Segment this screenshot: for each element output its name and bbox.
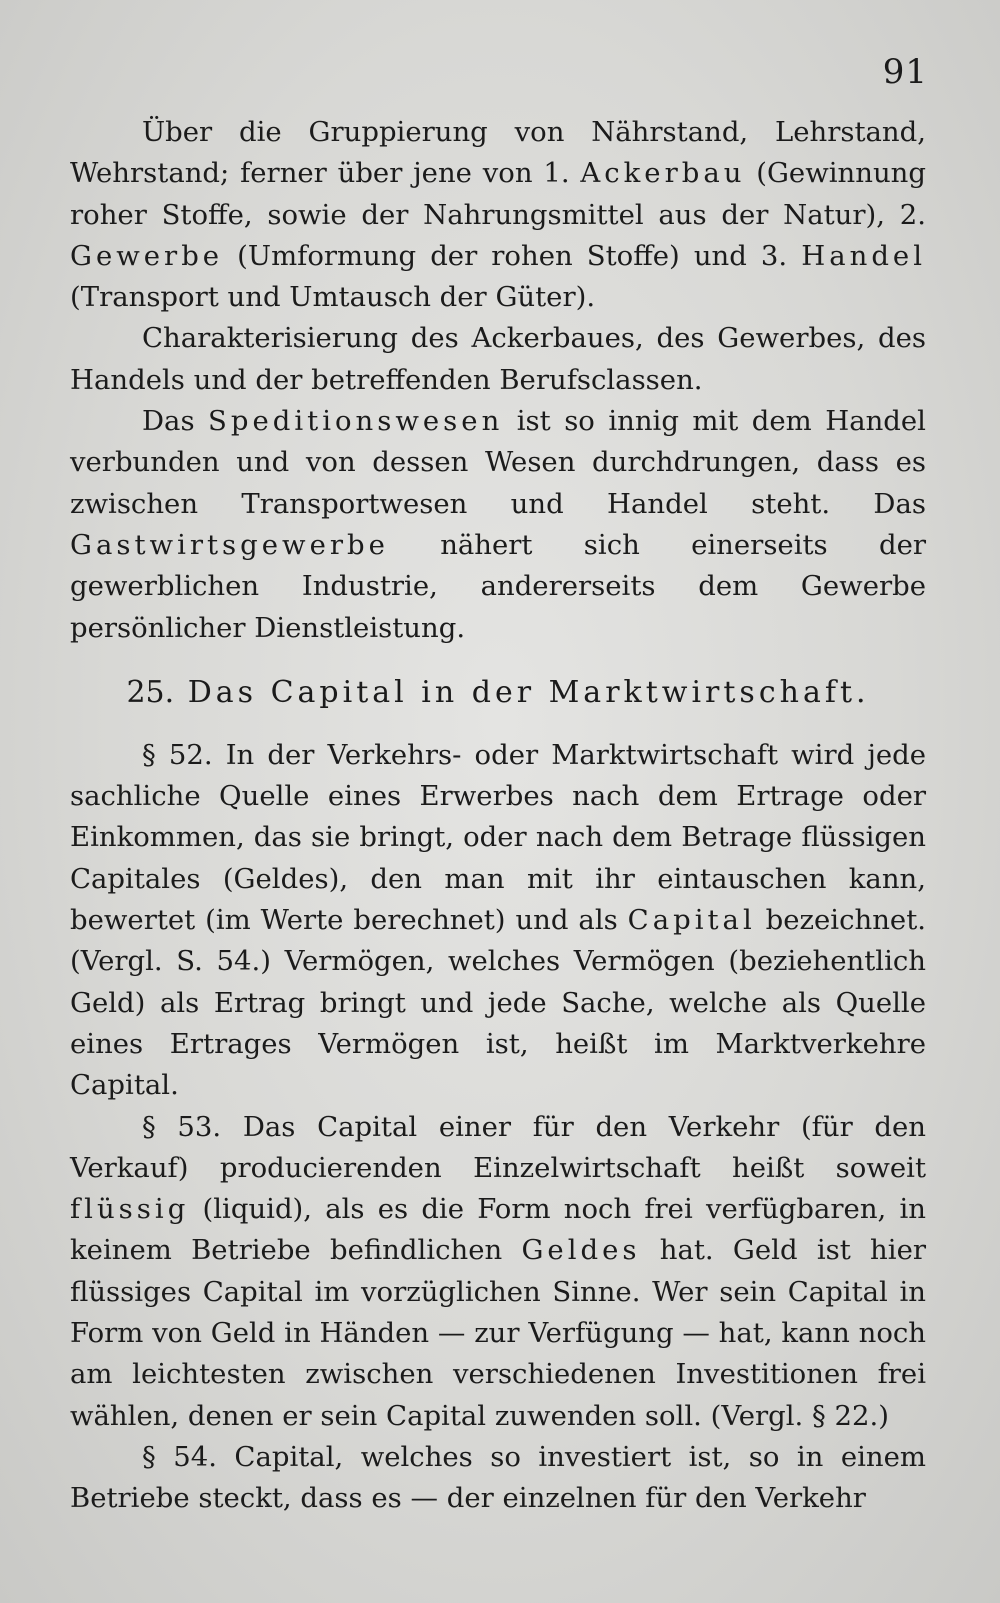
text-run: § 53. Das Capital einer für den Verkehr (für den Verkauf) producierenden Einzelwirtschaft heißt soweit — [70, 1110, 926, 1184]
text-run: hat. Geld ist hier flüssiges Capital im vorzüglichen Sinne. Wer sein Capital in Form von Geld in Händen — zur Verfügung — hat, kann noch am leichtesten zwischen verschiedenen Investitionen frei wählen, denen er sein Capital zuwenden soll. (Vergl. § 22.) — [70, 1234, 926, 1432]
emphasis-geldes: Geldes — [521, 1234, 641, 1267]
text-run: Über die Gruppierung von Nährstand, Lehrstand, Wehrstand; ferner über jene von 1. — [70, 116, 926, 190]
section-title: Das Capital in der Marktwirtschaft. — [187, 674, 870, 710]
intro-paragraph-1 — [70, 112, 926, 318]
emphasis-fluessig: flüssig — [70, 1193, 190, 1226]
text-run: (liquid), als es die Form noch frei verfügbaren, in keinem Betriebe befindlichen — [70, 1193, 926, 1267]
text-run: (Transport und Umtausch der Güter). — [70, 281, 596, 314]
text-run: (Umformung der rohen Stoffe) und 3. — [223, 239, 802, 272]
text-run: Das — [142, 405, 209, 438]
emphasis-speditionswesen: Speditionswesen — [208, 405, 504, 438]
emphasis-handel: Handel — [801, 239, 926, 272]
text-run: § 52. In der Verkehrs- oder Marktwirtschaft wird jede sachliche Quelle eines Erwerbes nach dem Ertrage oder Einkommen, das sie bringt, oder nach dem Betrage flüssigen Capitales (Geldes), den man mit ihr eintauschen kann, bewertet (im Werte berechnet) und als — [70, 738, 926, 937]
paragraph-54 — [70, 1437, 926, 1520]
page-content — [70, 112, 926, 1520]
emphasis-gewerbe: Gewerbe — [70, 239, 224, 272]
page-number: 91 — [882, 52, 928, 92]
intro-paragraph-2: Charakterisierung des Ackerbaues, des Gewerbes, des Handels und der betreffenden Berufsclassen. — [70, 322, 926, 396]
text-run: nähert sich einerseits der gewerblichen Industrie, andererseits dem Gewerbe persönlicher Dienstleistung. — [70, 528, 926, 644]
intro-paragraph-3 — [70, 401, 926, 649]
emphasis-gastwirtsgewerbe: Gastwirtsgewerbe — [70, 528, 389, 561]
text-run: § 54. Capital, welches so investiert ist, so in einem Betriebe steckt, dass es — der einzelnen für den Verkehr — [70, 1440, 926, 1515]
text-run: (Gewinnung roher Stoffe, sowie der Nahrungsmittel aus der Natur), 2. — [70, 157, 926, 231]
section-heading — [70, 671, 926, 715]
section-number: 25. — [126, 674, 175, 710]
emphasis-capital: Capital — [627, 904, 756, 937]
paragraph-52 — [70, 735, 926, 1107]
emphasis-ackerbau: Ackerbau — [580, 157, 746, 190]
text-run: ist so innig mit dem Handel verbunden und von dessen Wesen durchdrungen, dass es zwischen Transportwesen und Handel steht. Das — [70, 405, 926, 520]
paragraph-53 — [70, 1107, 926, 1437]
text-run: bezeichnet. (Vergl. S. 54.) Vermögen, welches Vermögen (beziehentlich Geld) als Ertrag bringt und jede Sache, welche als Quelle eines Ertrages Vermögen ist, heißt im Marktverkehre Capital. — [70, 904, 926, 1102]
